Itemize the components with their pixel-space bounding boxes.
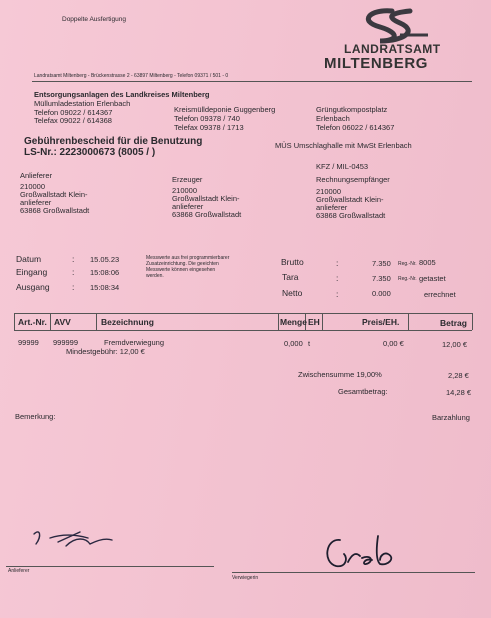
empfaenger-name2: anlieferer [316, 203, 348, 212]
site1-phone: Telefon 09022 / 614367 [34, 108, 113, 117]
netto-value: 0.000 [372, 289, 391, 298]
weigher-signature-line [232, 572, 475, 573]
table-divider-avv [50, 313, 51, 330]
document-title: Gebührenbescheid für die Benutzung [24, 136, 203, 147]
delivery-note-number: LS-Nr.: 2223000673 (8005 / ) [24, 147, 156, 158]
datum-value: 15.05.23 [90, 255, 120, 264]
tara-value: 7.350 [372, 274, 391, 283]
deliverer-signature-line [6, 566, 214, 567]
brutto-extra: 8005 [419, 258, 436, 267]
brutto-label: Brutto [281, 257, 304, 267]
brutto-value: 7.350 [372, 259, 391, 268]
table-divider-menge [278, 313, 279, 330]
ausgang-value: 15:08:34 [90, 283, 120, 292]
netto-extra: errechnet [424, 290, 456, 299]
row-eh: t [308, 339, 311, 348]
table-divider-bez [96, 313, 97, 330]
brutto-colon: : [336, 258, 339, 268]
site2-name: Kreismülldeponie Guggenberg [174, 105, 276, 114]
site2-phone: Telefon 09378 / 740 [174, 114, 240, 123]
row-bezeichnung: Fremdverwiegung [104, 338, 165, 347]
netto-label: Netto [282, 288, 303, 298]
datum-colon: : [72, 254, 75, 264]
deliverer-signature-label: Anlieferer [8, 568, 30, 574]
remarks-label: Bemerkung: [15, 412, 56, 421]
company-name: Entsorgungsanlagen des Landkreises Miltenberg [34, 90, 210, 99]
empfaenger-number: 210000 [316, 187, 342, 196]
note-line1: Messwerte aus frei programmierbarer [146, 255, 230, 261]
facility-location: MÜS Umschlaghalle mit MwSt Erlenbach [275, 141, 412, 150]
erzeuger-name2: anlieferer [172, 202, 204, 211]
brutto-reg: Reg.-Nr. [398, 261, 417, 267]
tara-reg: Reg.-Nr. [398, 276, 417, 282]
col-header-preis: Preis/EH. [362, 317, 400, 327]
row-betrag: 12,00 € [442, 340, 468, 349]
col-header-avv: AVV [54, 317, 71, 327]
erzeuger-city: 63868 Großwallstadt [172, 210, 242, 219]
empfaenger-name1: Großwallstadt Klein- [316, 195, 384, 204]
eingang-value: 15:08:06 [90, 268, 120, 277]
col-header-betrag: Betrag [440, 318, 467, 328]
row-avv: 999999 [53, 338, 79, 347]
site2-fax: Telefax 09378 / 1713 [174, 123, 244, 132]
payment-method: Barzahlung [432, 413, 470, 422]
tara-colon: : [336, 273, 339, 283]
copy-label: Doppelte Ausfertigung [62, 16, 126, 23]
row-artnr: 99999 [18, 338, 39, 347]
logo-line1: LANDRATSAMT [344, 42, 441, 56]
erzeuger-number: 210000 [172, 186, 198, 195]
table-top-rule [14, 313, 472, 314]
note-line3: Messwerte können eingesehen [146, 267, 216, 273]
empfaenger-label: Rechnungsempfänger [316, 175, 390, 184]
site1-fax: Telefax 09022 / 614368 [34, 116, 112, 125]
subtotal-value: 2,28 € [448, 371, 469, 380]
table-header-rule [14, 330, 472, 331]
tara-extra: getastet [419, 274, 446, 283]
note-line2: Zusatzeinrichtung. Die geeichten [146, 261, 219, 267]
logo-line2: MILTENBERG [324, 55, 429, 72]
minimum-fee: Mindestgebühr: 12,00 € [66, 347, 145, 356]
table-divider-preis [322, 313, 323, 330]
site3-phone: Telefon 06022 / 614367 [316, 123, 395, 132]
row-menge: 0,000 [284, 339, 303, 348]
anlieferer-name2: anlieferer [20, 198, 52, 207]
weigher-signature-label: Verwiegerin [232, 575, 259, 581]
col-header-menge: Menge [280, 317, 307, 327]
empfaenger-city: 63868 Großwallstadt [316, 211, 386, 220]
col-header-artnr: Art.-Nr. [18, 317, 47, 327]
table-border-right [472, 313, 473, 330]
netto-colon: : [336, 289, 339, 299]
ausgang-label: Ausgang [16, 282, 50, 292]
anlieferer-city: 63868 Großwallstadt [20, 206, 90, 215]
sender-line: Landratsamt Miltenberg - Brückenstrasse 2 - 63897 Miltenberg - Telefon 09371 / 501 - 0 [34, 73, 229, 79]
district-logo-swoosh-icon [340, 5, 440, 45]
deliverer-signature [28, 524, 118, 554]
ausgang-colon: : [72, 282, 75, 292]
eingang-colon: : [72, 267, 75, 277]
site3-name: Grüngutkompostplatz [316, 105, 388, 114]
weigher-signature [318, 532, 418, 574]
erzeuger-name1: Großwallstadt Klein- [172, 194, 240, 203]
site3-city: Erlenbach [316, 114, 350, 123]
col-header-eh: EH [308, 317, 320, 327]
tara-label: Tara [282, 272, 299, 282]
sender-divider [32, 81, 472, 82]
site1-name: Müllumladestation Erlenbach [34, 99, 131, 108]
anlieferer-number: 210000 [20, 182, 46, 191]
eingang-label: Eingang [16, 267, 48, 277]
datum-label: Datum [16, 254, 42, 264]
anlieferer-name1: Großwallstadt Klein- [20, 190, 88, 199]
table-divider-betrag [408, 313, 409, 330]
erzeuger-label: Erzeuger [172, 175, 203, 184]
anlieferer-label: Anlieferer [20, 171, 53, 180]
vehicle-plate: KFZ / MIL-0453 [316, 162, 369, 171]
row-preis: 0,00 € [383, 339, 404, 348]
col-header-bezeichnung: Bezeichnung [101, 317, 154, 327]
subtotal-label: Zwischensumme 19,00% [298, 370, 382, 379]
note-line4: werden. [146, 273, 164, 279]
table-border-left [14, 313, 15, 330]
total-value: 14,28 € [446, 388, 472, 397]
total-label: Gesamtbetrag: [338, 387, 388, 396]
